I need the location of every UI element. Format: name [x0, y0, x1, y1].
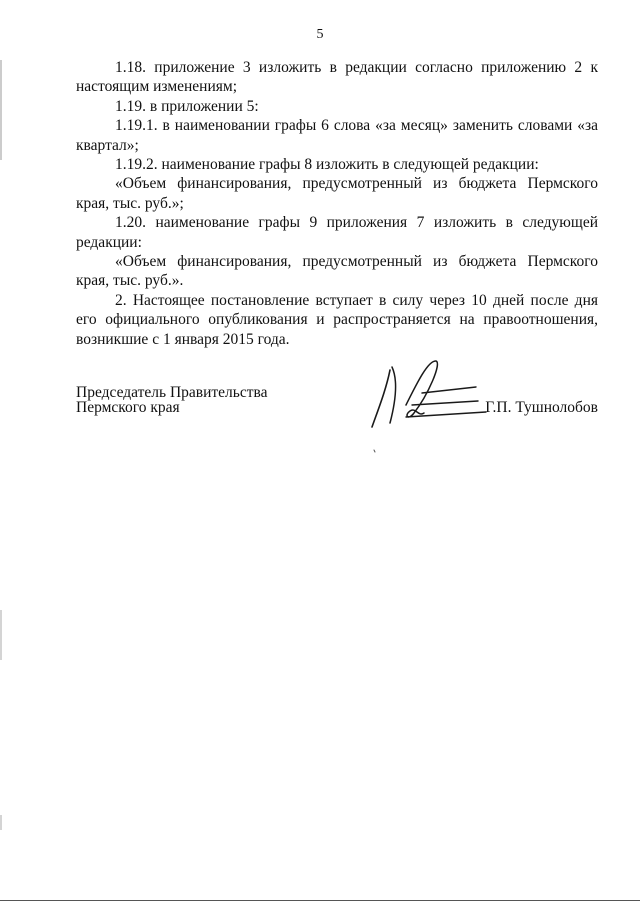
paragraph-1-19-2: 1.19.2. наименование графы 8 изложить в следующей редакции:: [115, 156, 539, 174]
page-number: 5: [316, 27, 324, 42]
handwritten-signature: [366, 355, 491, 455]
document-body: [76, 58, 598, 349]
paragraph-1-19-1: 1.19.1. в наименовании графы 6 слова «за месяц» заменить словами «за квартал»;: [76, 117, 598, 154]
paragraph-quote-2: «Объем финансирования, предусмотренный из бюджета Пермского края, тыс. руб.».: [76, 253, 598, 290]
paragraph-1-20: 1.20. наименование графы 9 приложения 7 изложить в следующей редакции:: [76, 214, 598, 251]
signer-name: Г.П. Тушнолобов: [485, 399, 598, 416]
signer-title-line-2: Пермского края: [76, 399, 180, 416]
scan-edge-marks: [0, 0, 4, 905]
signature-block: [76, 385, 598, 455]
signer-title-line-1: Председатель Правительства: [76, 384, 268, 401]
paragraph-1-18: 1.18. приложение 3 изложить в редакции согласно приложению 2 к настоящим изменениям;: [76, 59, 598, 96]
paragraph-quote-1: «Объем финансирования, предусмотренный из бюджета Пермского края, тыс. руб.»;: [76, 175, 598, 212]
page-bottom-edge: [0, 900, 640, 901]
signer-title: [76, 385, 268, 415]
paragraph-1-19: 1.19. в приложении 5:: [115, 97, 259, 115]
paragraph-2: 2. Настоящее постановление вступает в силу через 10 дней после дня его официального опубликования и распространяется на правоотношения, возникшие с 1 января 2015 года.: [76, 291, 598, 348]
